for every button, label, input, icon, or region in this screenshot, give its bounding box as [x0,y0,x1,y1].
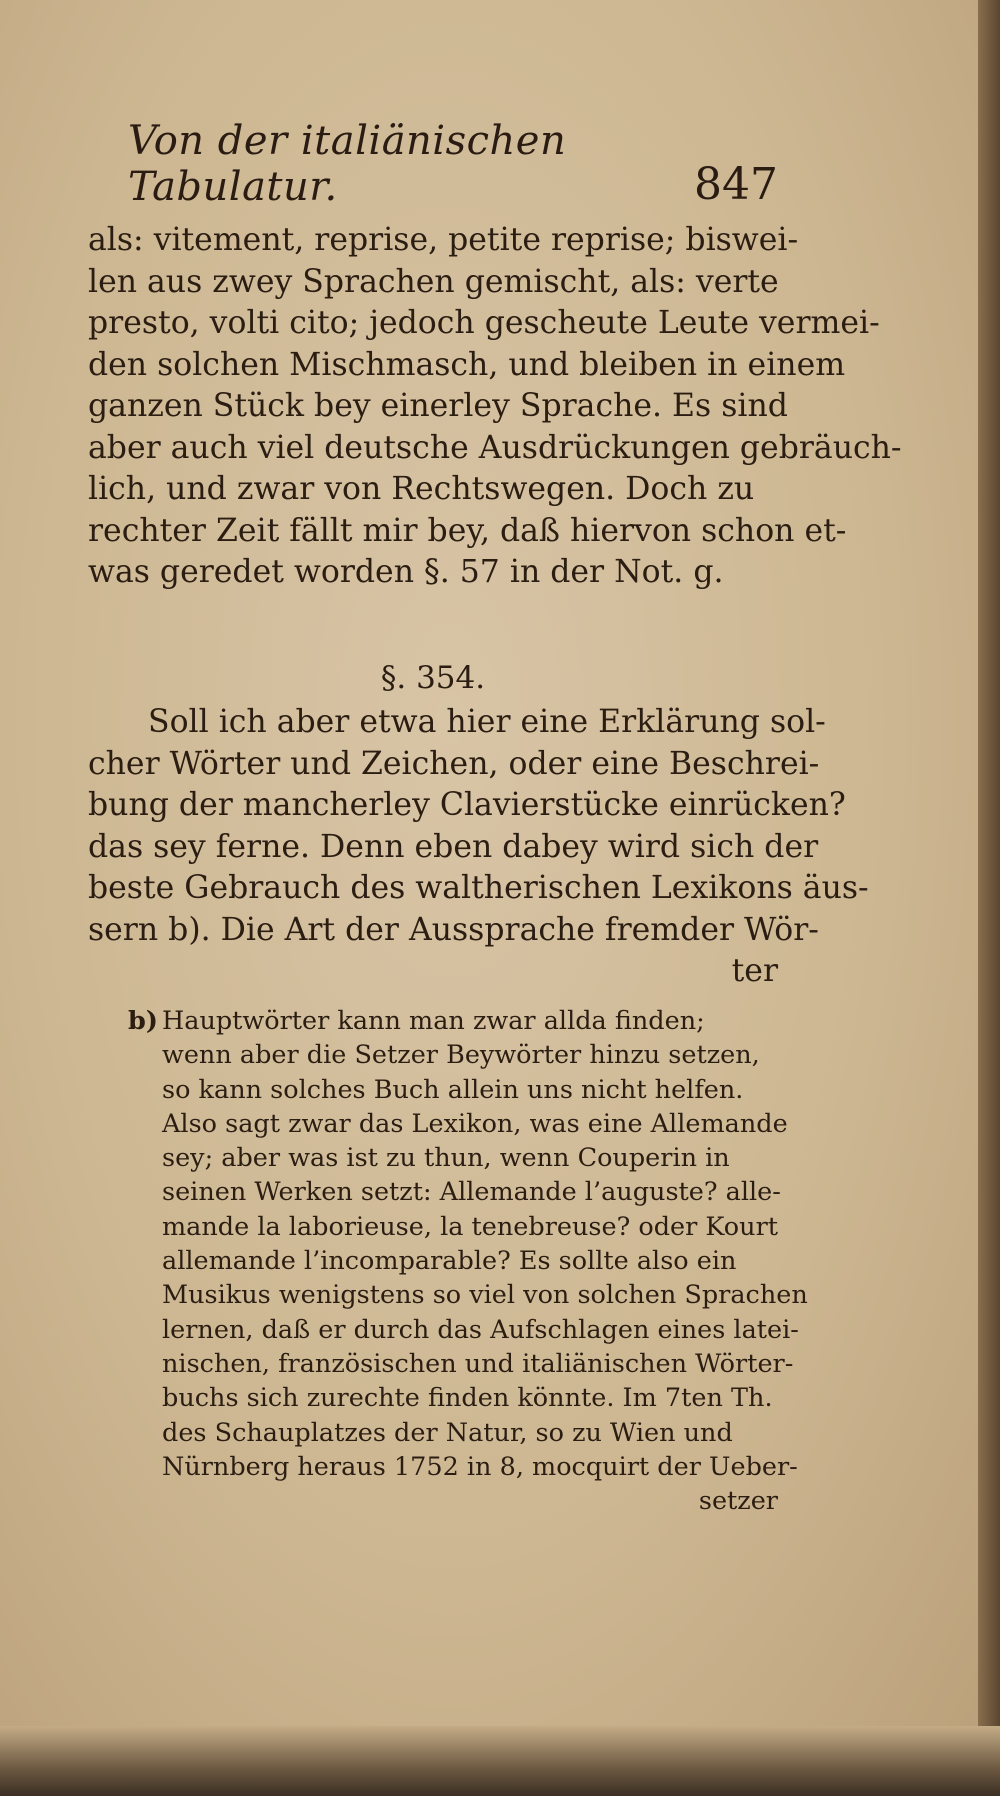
footnote-line: wenn aber die Setzer Beywörter hinzu setzen, [162,1040,760,1071]
book-spine-shadow [978,0,1000,1796]
footnote-line [128,1004,778,1038]
catchword: ter [731,953,778,989]
footnote-text: Hauptwörter kann man zwar allda finden; [162,1006,705,1036]
footnote-label: b) [128,1006,158,1036]
main-text-continued [88,702,869,993]
text-line: aber auch viel deutsche Ausdrückungen gebräuch- [88,429,902,466]
footnote-line: seinen Werken setzt: Allemande l’auguste? alle- [162,1177,781,1208]
text-line: cher Wörter und Zeichen, oder eine Beschrei- [88,745,820,782]
section-heading: §. 354. [380,660,486,696]
page-header [128,118,778,210]
text-line: beste Gebrauch des waltherischen Lexikons äus- [88,870,869,906]
footnote-line: so kann solches Buch allein uns nicht helfen. [162,1074,744,1105]
text-line: len aus zwey Sprachen gemischt, als: verte [88,263,779,300]
footnote-line: lernen, daß er durch das Aufschlagen eines latei- [162,1314,799,1345]
running-head: Von der italiänischen Tabulatur. [128,118,567,210]
footnote-line: des Schauplatzes der Natur, so zu Wien und [162,1417,733,1448]
text-line: presto, volti cito; jedoch gescheute Leute vermei- [88,305,880,341]
text-line: sern b). Die Art der Aussprache fremder Wör- [88,911,819,948]
text-line: als: vitement, reprise, petite reprise; biswei- [88,222,799,258]
footnote-line: sey; aber was ist zu thun, wenn Couperin in [162,1143,730,1174]
text-line: Soll ich aber etwa hier eine Erklärung sol- [148,704,826,740]
footnote-line: nischen, französischen und italiänischen Wörter- [162,1348,794,1379]
paragraph-2 [88,702,869,993]
text-line: rechter Zeit fällt mir bey, daß hiervon schon et- [88,512,847,549]
text-line: was geredet worden §. 57 in der Not. g. [88,554,724,590]
footnote-line: buchs sich zurechte finden könnte. Im 7ten Th. [162,1383,773,1414]
footnote-catchword: setzer [698,1486,778,1517]
main-text [88,220,902,594]
page-bottom-edge [0,1726,1000,1796]
page-number: 847 [694,159,778,210]
text-line: bung der mancherley Clavierstücke einrücken? [88,787,846,823]
footnote-line: allemande l’incomparable? Es sollte also ein [162,1246,737,1277]
text-line: das sey ferne. Denn eben dabey wird sich der [88,828,819,865]
footnote-line: Musikus wenigstens so viel von solchen Sprachen [162,1280,808,1311]
text-line: den solchen Mischmasch, und bleiben in einem [88,346,846,383]
paragraph-1 [88,220,902,594]
text-line: lich, und zwar von Rechtswegen. Doch zu [88,471,755,507]
footnote-line: Nürnberg heraus 1752 in 8, mocquirt der Ueber- [162,1451,798,1482]
text-line: ganzen Stück bey einerley Sprache. Es sind [88,388,788,424]
footnote-line: Also sagt zwar das Lexikon, was eine Allemande [162,1108,788,1139]
footnote-b [128,1004,808,1518]
footnote-line: mande la laborieuse, la tenebreuse? oder Kourt [162,1211,779,1242]
